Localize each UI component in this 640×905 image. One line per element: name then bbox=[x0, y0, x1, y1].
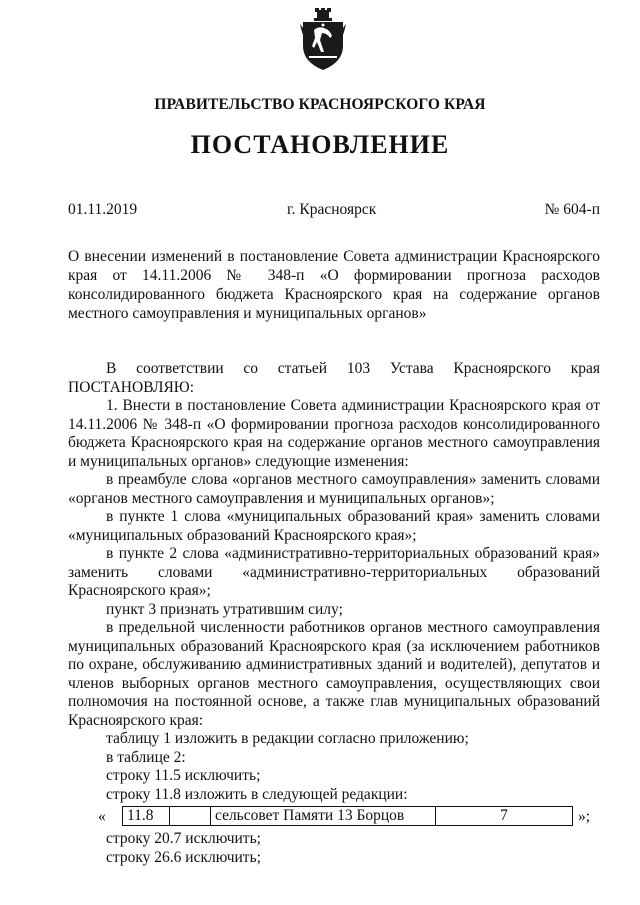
amended-row-table bbox=[122, 806, 573, 826]
row-name-cell: сельсовет Памяти 13 Борцов bbox=[211, 807, 436, 826]
row-value-cell: 7 bbox=[436, 807, 573, 826]
government-title: ПРАВИТЕЛЬСТВО КРАСНОЯРСКОГО КРАЯ bbox=[154, 96, 486, 113]
list-item-table-2: в таблице 2: bbox=[106, 748, 186, 766]
document-type-title: ПОСТАНОВЛЕНИЕ bbox=[190, 130, 450, 159]
list-item-row-26-6: строку 26.6 исключить; bbox=[106, 848, 261, 866]
table-row bbox=[123, 807, 573, 826]
document-subject: О внесении изменений в постановление Совета администрации Красноярского края от 14.11.2006 № 348-п «О формировании прогноза расходов консолидированного бюджета Красноярского края на содержание органов местного самоуправления и муниципальных органов» bbox=[68, 248, 600, 322]
list-item-row-11-8: строку 11.8 изложить в следующей редакции: bbox=[106, 785, 408, 803]
amended-row bbox=[68, 806, 600, 828]
list-item-table-1: таблицу 1 изложить в редакции согласно приложению; bbox=[106, 730, 469, 747]
document-number: № 604-п bbox=[544, 201, 600, 218]
document-date: 01.11.2019 bbox=[68, 201, 138, 218]
list-item-row-11-5: строку 11.5 исключить; bbox=[106, 767, 261, 784]
paragraph-point-1: в пункте 1 слова «муниципальных образований края» заменить словами «муниципальных образований Красноярского края»; bbox=[68, 508, 600, 544]
paragraph-point-2: в пункте 2 слова «административно-территориальных образований края» заменить словами «административно-территориальных образований Красноярского края»; bbox=[68, 545, 600, 599]
quote-close: »; bbox=[578, 808, 591, 825]
row-code-cell: 11.8 bbox=[123, 807, 170, 826]
paragraph-preamble: в преамбуле слова «органов местного самоуправления» заменить словами «органов местного самоуправления и муниципальных органов»; bbox=[68, 471, 600, 507]
paragraph-point-3: пункт 3 признать утратившим силу; bbox=[106, 600, 343, 618]
decree-word: ПОСТАНОВЛЯЮ: bbox=[68, 378, 195, 396]
paragraph-1: 1. Внести в постановление Совета администрации Красноярского края от 14.11.2006 № 348-п «О формировании прогноза расходов консолидированного бюджета Красноярского края на содержание органов местного самоуправления и муниципальных органов» следующие изменения: bbox=[68, 397, 600, 470]
list-item-row-20-7: строку 20.7 исключить; bbox=[106, 830, 261, 847]
row-blank-cell bbox=[170, 807, 211, 826]
quote-open: « bbox=[98, 808, 106, 825]
document-city: г. Красноярск bbox=[287, 201, 377, 218]
paragraph-staff-limit: в предельной численности работников органов местного самоуправления муниципальных образований Красноярского края (за исключением работников по охране, обслуживанию административных зданий и водителей), депутатов и членов выборных органов местного самоуправления, осуществляющих свои полномочия на постоянной основе, а также глав муниципальных образований Красноярского края: bbox=[68, 619, 600, 729]
document-body bbox=[68, 360, 600, 867]
krasnoyarsk-coat-of-arms-icon bbox=[300, 8, 346, 72]
intro-paragraph: В соответствии со статьей 103 Устава Красноярского края bbox=[106, 360, 600, 377]
